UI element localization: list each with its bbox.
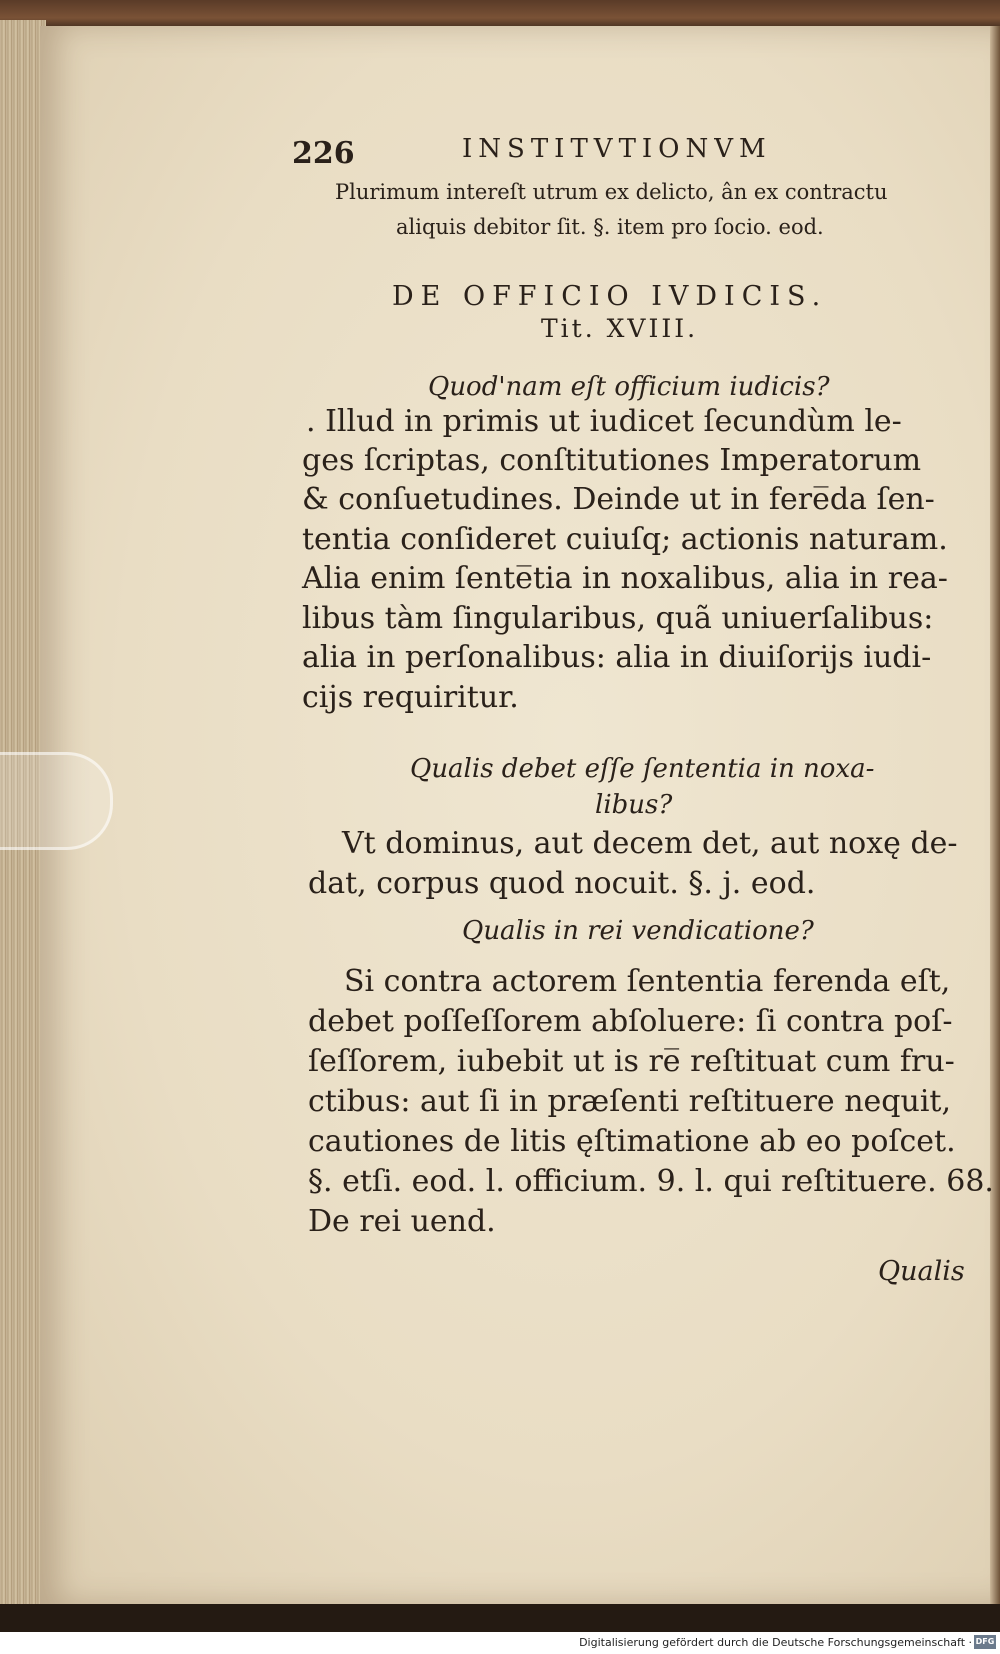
answer-1-line-6: libus tàm ſingularibus, quã uniuerſalibus: xyxy=(302,601,934,636)
question-2-line-1: Qualis debet eſſe ſententia in noxa- xyxy=(410,754,875,784)
running-head: INSTITVTIONVM xyxy=(462,134,772,164)
answer-3-line-1: Si contra actorem ſententia ferenda eſt, xyxy=(344,964,951,999)
answer-1-line-7: alia in perſonalibus: alia in diuiſorijs iudi- xyxy=(302,640,932,675)
answer-3-line-6: §. etſi. eod. l. officium. 9. l. qui reſtituere. 68. xyxy=(308,1164,994,1199)
catchword: Qualis xyxy=(878,1256,965,1287)
answer-3-line-4: ctibus: aut ſi in præſenti reſtituere nequit, xyxy=(308,1084,952,1119)
question-3: Qualis in rei vendicatione? xyxy=(462,916,814,946)
answer-3-line-3: ſeſſorem, iubebit ut is re̅ reſtituat cum fru- xyxy=(308,1044,955,1079)
page-number: 226 xyxy=(292,136,355,171)
page-right-edge xyxy=(990,26,1000,1606)
answer-1-line-5: Alia enim ſente̅tia in noxalibus, alia in rea- xyxy=(302,561,948,596)
book-page xyxy=(40,26,998,1604)
section-heading: DE OFFICIO IVDICIS. xyxy=(392,281,828,312)
answer-3-line-7: De rei uend. xyxy=(308,1204,496,1239)
answer-1-line-4: tentia conſideret cuiuſq; actionis naturam. xyxy=(302,522,948,557)
dfg-logo: DFG xyxy=(974,1635,996,1649)
answer-2-line-2: dat, corpus quod nocuit. §. j. eod. xyxy=(308,866,816,901)
continuation-line-2: aliquis debitor ſit. §. item pro ſocio. eod. xyxy=(396,215,824,239)
answer-1-line-3: & conſuetudines. Deinde ut in fere̅da ſen- xyxy=(302,482,935,517)
question-2-line-2: libus? xyxy=(595,790,673,820)
footer-credit: Digitalisierung gefördert durch die Deutsche Forschungsgemeinschaft · xyxy=(579,1636,972,1649)
title-number: Tit. XVIII. xyxy=(541,314,699,343)
question-1: Quod'nam eſt officium iudicis? xyxy=(428,372,830,402)
answer-2-line-1: Vt dominus, aut decem det, aut noxę de- xyxy=(342,826,958,861)
answer-1-line-2: ges ſcriptas, conſtitutiones Imperatorum xyxy=(302,443,922,478)
answer-3-line-5: cautiones de litis ęſtimatione ab eo poſcet. xyxy=(308,1124,956,1159)
book-bottom-edge xyxy=(0,1604,1000,1632)
continuation-line-1: Plurimum intereſt utrum ex delicto, ân ex contractu xyxy=(335,180,888,204)
answer-3-line-2: debet poſſeſſorem abſoluere: ſi contra poſ- xyxy=(308,1004,953,1039)
page-clip xyxy=(0,752,113,850)
answer-1-line-1: . Illud in primis ut iudicet ſecundùm le- xyxy=(306,404,902,439)
answer-1-line-8: cijs requiritur. xyxy=(302,680,519,715)
